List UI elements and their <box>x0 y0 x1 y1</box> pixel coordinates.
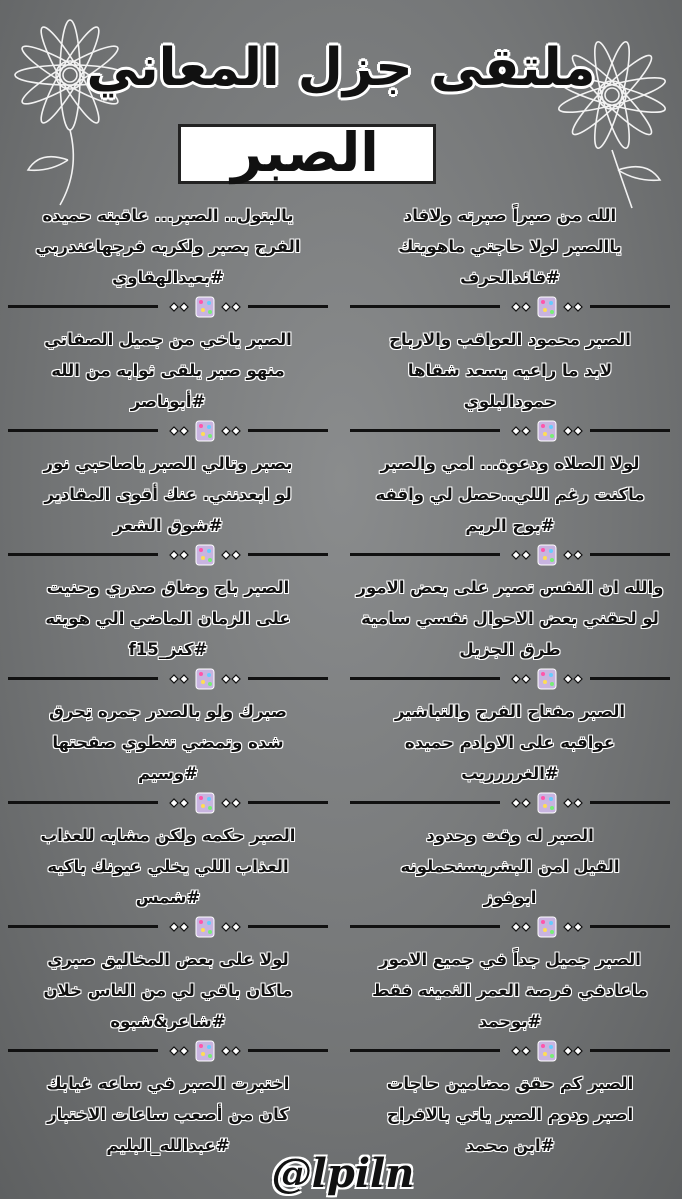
poem-entry <box>8 1068 328 1156</box>
poem-author: طرق الجزيل <box>459 640 561 659</box>
flower-decoration-left-icon <box>0 0 150 210</box>
ornament-divider <box>8 288 328 324</box>
poem-line: ماعادفي فرصة العمر الثمينه فقط <box>372 981 648 1000</box>
poem-entry <box>350 1068 670 1156</box>
poem-line: لولا الصلاه ودعوة... امي والصبر <box>380 454 640 473</box>
poem-author: #قائدالحرف <box>460 268 560 287</box>
poem-author: #عبدالله_البليم <box>106 1136 230 1155</box>
ornament-divider <box>350 908 670 944</box>
poem-entry <box>350 572 670 660</box>
poem-line: اصبر ودوم الصبر ياتي بالافراج <box>386 1105 634 1124</box>
poem-author: #بعيدالهقاوي <box>112 268 224 287</box>
poem-entry <box>8 696 328 784</box>
ornament-divider <box>350 288 670 324</box>
star-ornament-icon <box>502 914 590 940</box>
flower-decoration-right-icon <box>532 0 682 210</box>
star-ornament-icon <box>502 1038 590 1064</box>
poem-line: ماكنت رغم اللي..حصل لي واقفه <box>375 485 645 504</box>
ornament-divider <box>8 1032 328 1068</box>
star-ornament-icon <box>160 1038 248 1064</box>
star-ornament-icon <box>502 666 590 692</box>
poem-line: عواقبه على الاوادم حميده <box>404 733 616 752</box>
poem-author: #أبوناصر <box>130 392 206 411</box>
poem-author: حمودالبلوي <box>463 392 557 411</box>
poem-entry <box>8 324 328 412</box>
poem-line: بصبر وتالي الصبر ياصاحبي نور <box>43 454 293 473</box>
star-ornament-icon <box>502 418 590 444</box>
poem-author: #ابن محمد <box>465 1136 555 1155</box>
poem-author: #شوق الشعر <box>113 516 223 535</box>
poem-line: شده وتمضي تنطوي صفحتها <box>52 733 284 752</box>
poem-entry <box>8 572 328 660</box>
poem-line: يالبتول.. الصبر... عاقبته حميده <box>42 206 294 225</box>
poem-entry <box>350 696 670 784</box>
page-subtitle: الصبر <box>231 121 379 184</box>
poem-author: #بوح الريم <box>465 516 555 535</box>
poem-author: #بوحمد <box>478 1012 542 1031</box>
ornament-divider <box>350 412 670 448</box>
poem-entry <box>350 200 670 288</box>
ornament-divider <box>350 784 670 820</box>
poem-line: الصبر محمود العواقب والارباح <box>389 330 631 349</box>
ornament-divider <box>350 536 670 572</box>
poem-column-right <box>350 200 670 1156</box>
poem-line: صبرك ولو بالصدر جمره تِحرق <box>49 702 287 721</box>
poem-author: #شمس <box>135 888 201 907</box>
star-ornament-icon <box>160 418 248 444</box>
poem-author: #وسيم <box>138 764 198 783</box>
poem-line: لو ابعدنني. عنك أقوى المقادير <box>44 485 292 504</box>
poem-line: القيل امن البشريسنحملونه <box>400 857 620 876</box>
star-ornament-icon <box>502 542 590 568</box>
page-title: ملتقى جزل المعاني <box>86 38 596 98</box>
poem-author: ابوفوز <box>483 888 537 907</box>
star-ornament-icon <box>160 914 248 940</box>
ornament-divider <box>8 660 328 696</box>
poem-entry <box>350 448 670 536</box>
poem-line: لولا على بعض المخاليق صبري <box>47 950 289 969</box>
poem-line: الصبر باح وضاق صدري وحنيت <box>46 578 290 597</box>
poem-line: والله ان النفس تصبر على بعض الامور <box>356 578 664 597</box>
ornament-divider <box>8 908 328 944</box>
poem-line: ماكان باقي لي من الناس خلان <box>43 981 293 1000</box>
poem-entry <box>8 820 328 908</box>
poem-line: اختبرت الصبر في ساعه غيابك <box>46 1074 290 1093</box>
star-ornament-icon <box>160 790 248 816</box>
poem-column-left <box>8 200 328 1156</box>
poem-line: لو لحقني بعض الاحوال نفسي سامية <box>361 609 659 628</box>
poem-line: الصبر مفتاح الفرج والتباشير <box>394 702 626 721</box>
poem-line: الفرج بصبر ولكربه فرجهاعندربي <box>35 237 301 256</box>
account-handle: @lpiln <box>271 1150 415 1197</box>
poem-entry <box>8 200 328 288</box>
poem-entry <box>350 944 670 1032</box>
poem-entry <box>350 324 670 412</box>
poem-entry <box>8 448 328 536</box>
ornament-divider <box>8 536 328 572</box>
poem-line: الصبر ياخي من جميل الصفاتي <box>44 330 292 349</box>
star-ornament-icon <box>160 294 248 320</box>
poem-line: العذاب اللي يخلي عيونك باكيه <box>47 857 289 876</box>
star-ornament-icon <box>502 294 590 320</box>
ornament-divider <box>8 412 328 448</box>
poem-line: الصبر جميل جداً في جميع الامور <box>379 950 641 969</box>
poem-line: على الزمان الماضي الي هويته <box>45 609 291 628</box>
poem-line: الصبر له وقت وحدود <box>426 826 594 845</box>
poem-author: #شاعر&شبوه <box>110 1012 226 1031</box>
poem-line: منهو صبر يلقى ثوابه من الله <box>51 361 285 380</box>
star-ornament-icon <box>502 790 590 816</box>
poem-entry <box>8 944 328 1032</box>
ornament-divider <box>350 660 670 696</box>
star-ornament-icon <box>160 666 248 692</box>
ornament-divider <box>8 784 328 820</box>
ornament-divider <box>350 1032 670 1068</box>
poem-line: لابد ما راعيه يسعد شقاها <box>407 361 613 380</box>
poem-author: #الغرررريب <box>461 764 559 783</box>
star-ornament-icon <box>160 542 248 568</box>
poem-line: ياالصبر لولا حاجتي ماهويتك <box>398 237 622 256</box>
poem-line: الصبر كم حقق مضامين حاجات <box>386 1074 634 1093</box>
poem-line: كان من أصعب ساعات الاختبار <box>47 1105 289 1124</box>
poem-line: الله من صبراً صبرته ولافاد <box>403 206 617 225</box>
poem-entry <box>350 820 670 908</box>
poem-line: الصبر حكمه ولكن مشابه للعذاب <box>40 826 296 845</box>
poem-author: #كنز_f15 <box>128 640 208 659</box>
